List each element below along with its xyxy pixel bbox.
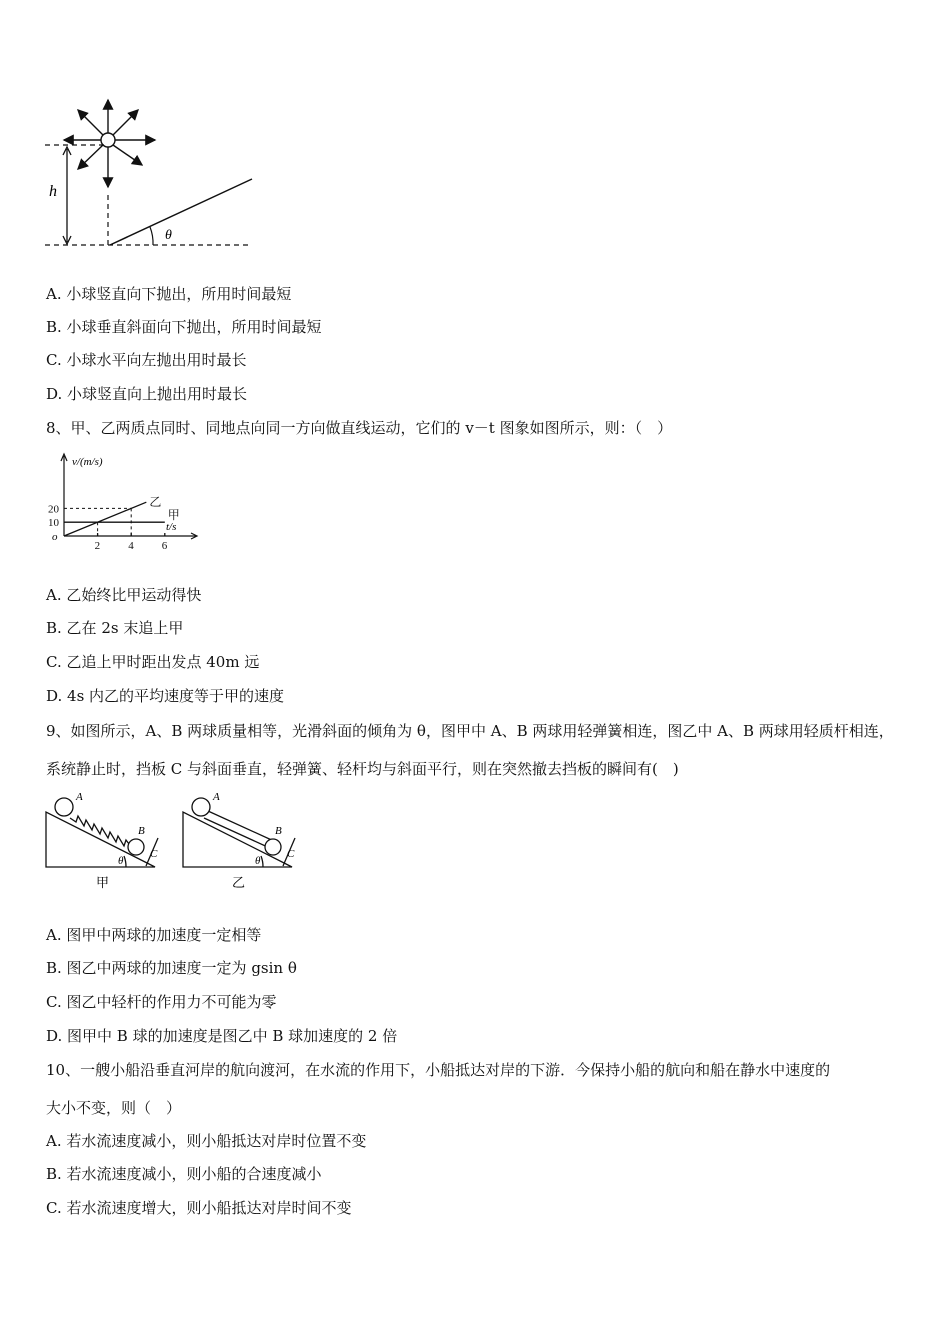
angle-label: θ (165, 228, 172, 243)
series-label-1: 甲 (167, 508, 180, 523)
origin-label: o (52, 531, 58, 543)
q8-option-d: D. 4s 内乙的平均速度等于甲的速度 (46, 687, 285, 705)
q8-stem: 8、甲、乙两质点同时、同地点向同一方向做直线运动，它们的 v－t 图象如图所示，则：（ ） (46, 419, 673, 437)
q9-option-c: C. 图乙中轻杆的作用力不可能为零 (46, 993, 277, 1011)
left-label-c: C (150, 848, 158, 860)
left-label-theta: θ (118, 855, 124, 867)
q8-option-a: A. 乙始终比甲运动得快 (46, 586, 202, 604)
ball-launch-figure (40, 95, 260, 255)
right-label-c: C (287, 848, 295, 860)
incline-figures (40, 790, 310, 895)
y-tick-label-2: 20 (48, 503, 59, 516)
right-label-b: B (275, 825, 282, 837)
q9-option-a: A. 图甲中两球的加速度一定相等 (46, 926, 262, 944)
left-label-b: B (138, 825, 145, 837)
vt-chart (46, 450, 206, 555)
left-label-a: A (76, 791, 83, 803)
q7-option-d: D. 小球竖直向上抛出用时最长 (46, 385, 248, 403)
q9-stem-line2: 系统静止时，挡板 C 与斜面垂直，轻弹簧、轻杆均与斜面平行，则在突然撤去挡板的瞬间有( ) (46, 760, 679, 778)
q7-option-c: C. 小球水平向左抛出用时最长 (46, 351, 247, 369)
height-label: h (49, 183, 57, 200)
q7-option-b: B. 小球垂直斜面向下抛出，所用时间最短 (46, 318, 322, 336)
series-line-2 (64, 502, 146, 536)
x-axis-label: t/s (166, 521, 177, 533)
x-tick-label-3: 6 (161, 540, 168, 552)
y-axis-label: v/(m/s) (72, 456, 103, 468)
q9-option-d: D. 图甲中 B 球的加速度是图乙中 B 球加速度的 2 倍 (46, 1027, 398, 1045)
q9-option-b: B. 图乙中两球的加速度一定为 gsin θ (46, 959, 297, 977)
series-label-2: 乙 (149, 495, 162, 510)
q10-stem-line2: 大小不变，则（ ） (46, 1099, 182, 1117)
left-figure-label: 甲 (96, 875, 110, 890)
q10-stem-line1: 10、一艘小船沿垂直河岸的航向渡河，在水流的作用下，小船抵达对岸的下游．今保持小船的航向和船在静水中速度的 (46, 1061, 831, 1079)
q10-option-b: B. 若水流速度减小，则小船的合速度减小 (46, 1165, 322, 1183)
q10-option-c: C. 若水流速度增大，则小船抵达对岸时间不变 (46, 1199, 352, 1217)
y-tick-label-1: 10 (48, 517, 59, 530)
right-label-a: A (213, 791, 220, 803)
x-tick-label-1: 2 (94, 540, 101, 552)
q9-stem-line1: 9、如图所示，A、B 两球质量相等，光滑斜面的倾角为 θ，图甲中 A、B 两球用轻弹簧相连，图乙中 A、B 两球用轻质杆相连， (46, 722, 894, 740)
q8-option-c: C. 乙追上甲时距出发点 40m 远 (46, 653, 260, 671)
q8-option-b: B. 乙在 2s 末追上甲 (46, 619, 184, 637)
q7-option-a: A. 小球竖直向下抛出，所用时间最短 (46, 285, 292, 303)
right-figure-label: 乙 (232, 875, 246, 890)
right-label-theta: θ (255, 855, 261, 867)
x-tick-label-2: 4 (128, 540, 134, 552)
q10-option-a: A. 若水流速度减小，则小船抵达对岸时位置不变 (46, 1132, 367, 1150)
